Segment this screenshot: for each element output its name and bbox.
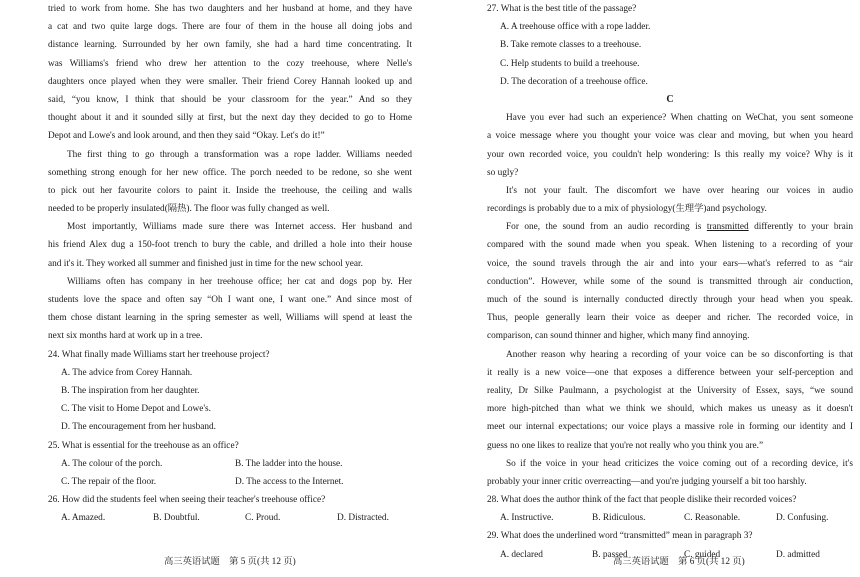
question-stem: 27. What is the best title of the passage? [487, 4, 637, 14]
paragraph [48, 146, 412, 219]
text-line: needed to be properly insulated(隔热). The floor was fully changed as well. [48, 204, 330, 215]
option-b[interactable]: B. Ridiculous. [592, 513, 646, 524]
option-b[interactable]: B. Take remote classes to a treehouse. [500, 40, 642, 51]
option-a[interactable]: A. The colour of the porch. [61, 458, 163, 469]
text-line: meet our internal expectations; our voice plays a massive role in forming our identity and I [487, 422, 853, 433]
option-row [487, 509, 853, 527]
option-c[interactable]: C. Help students to build a treehouse. [500, 58, 640, 69]
text-line: guess no one likes to realize that you're not really who you think you are.” [487, 440, 764, 451]
text-line: compared with the sound made when you speak. When listening to a recording of your [487, 240, 853, 251]
text-line: so ugly? [487, 167, 519, 178]
text-line: probably your inner critic overreacting—and you're judging yourself a bit too harshly. [487, 476, 807, 487]
right-page [487, 0, 853, 564]
option-a[interactable]: A. declared [500, 549, 543, 560]
question-stem: 29. What does the underlined word “transmitted” mean in paragraph 3? [487, 531, 753, 542]
text-line: Most importantly, Williams made sure there was Internet access. Her husband and [67, 222, 412, 233]
text-line: and it's it. They worked all summer and finished just in time for the new school year. [48, 258, 363, 269]
text-line: much of the sound is internally conducted directly through your head when you speak. [487, 295, 853, 305]
option-d[interactable]: D. The decoration of a treehouse office. [500, 76, 648, 87]
option-c[interactable]: C. The repair of the floor. [61, 476, 157, 487]
question-25 [48, 437, 412, 492]
text-line: your own recorded voice, you couldn't help wondering: Is this really my voice? Why is it [487, 149, 853, 160]
paragraph [487, 182, 853, 218]
page-footer-left: 高三英语试题 第 5 页(共 12 页) [164, 557, 296, 567]
option-a[interactable]: A. A treehouse office with a rope ladder. [500, 22, 651, 33]
text-line: students love the space and often say “Oh I want one, I want one.” And since most of [48, 295, 412, 305]
paragraph [487, 346, 853, 455]
option-b[interactable]: B. The ladder into the house. [235, 458, 343, 469]
text-line: recordings is probably due to a mix of physiology(生理学)and psychology. [487, 204, 767, 215]
text-line: The first thing to go through a transformation was a rope ladder. Williams needed [67, 149, 412, 160]
paragraph [48, 273, 412, 346]
option-d[interactable]: D. Distracted. [337, 513, 389, 524]
option-row [48, 473, 412, 491]
text-line: daughters once played when they were smaller. Their friend Corey Hannah looked up and [48, 76, 412, 87]
text-line: them chose distant learning in the spring semester as well, Williams will spend at least the [48, 313, 412, 324]
passage-b-continued [48, 0, 412, 346]
text-line: Williams often has company in her treehouse office; her cat and dogs pop by. Her [67, 276, 412, 287]
text-line: comparison, can sound thinner and higher, which many find annoying. [487, 331, 750, 342]
option-d[interactable]: D. The access to the Internet. [235, 476, 344, 487]
paragraph [487, 218, 853, 345]
text-line: next six months hard at work up in a tree. [48, 331, 203, 342]
question-24 [48, 346, 412, 437]
option-c[interactable]: C. The visit to Home Depot and Lowe's. [61, 404, 211, 415]
text-line: to pick out her favourite colors to paint it. Inside the treehouse, the ceiling and walls [48, 185, 412, 196]
option-d[interactable]: D. The encouragement from her husband. [61, 422, 216, 433]
text-line: Depot and Lowe's and look around, and then they said “Okay. Let's do it!” [48, 131, 325, 142]
option-a[interactable]: A. The advice from Corey Hannah. [61, 367, 193, 378]
paragraph [48, 218, 412, 273]
text-line: it really is a new voice—one that exposes a difference between your self-perception and [487, 367, 853, 378]
option-b[interactable]: B. passed [592, 549, 628, 560]
text-line: a cat and two quite large dogs. There are four of them in the house all doing jobs and [48, 22, 412, 33]
question-stem: 26. How did the students feel when seeing their teacher's treehouse office? [48, 495, 326, 506]
page-footer-right: 高三英语试题 第 6 页(共 12 页) [613, 557, 745, 567]
text-line: voice, the sound travels through the air and into your ears—what's referred to as “air [487, 258, 853, 269]
underlined-word: transmitted [706, 222, 749, 233]
section-heading: C [666, 93, 674, 105]
text-line: Thus, people generally learn their voice as deeper and richer. The recorded voice, in [487, 313, 853, 324]
passage-c [487, 109, 853, 491]
option-c[interactable]: C. Proud. [245, 513, 281, 524]
option-a[interactable]: A. Instructive. [500, 513, 554, 524]
option-a[interactable]: A. Amazed. [61, 513, 106, 524]
option-c[interactable]: C. guided [684, 549, 721, 560]
text-line: For one, the sound from an audio recording is transmitted differently to your brain [506, 222, 853, 233]
text-line: was Williams's friend who drew her attention to the cozy treehouse, where Nelle's [48, 58, 412, 69]
text-line: a voice message where you thought your voice was clear and moving, but when you heard [487, 131, 853, 142]
option-b[interactable]: B. Doubtful. [153, 513, 200, 524]
text-line: It's not your fault. The discomfort we have over hearing our voices in audio [506, 185, 853, 196]
left-page [48, 0, 412, 527]
text-line: So if the voice in your head criticizes the voice coming out of a recording device, it's [506, 458, 853, 469]
option-b[interactable]: B. The inspiration from her daughter. [61, 385, 200, 396]
text-line: Another reason why hearing a recording of your voice can be so disconforting is that [506, 349, 853, 360]
paragraph [487, 455, 853, 491]
paragraph [487, 109, 853, 182]
text-line: tried to work from home. She has two daughters and her husband at home, and they have [48, 4, 412, 14]
text-line: something strong enough for her new office. The porch needed to be redone, so she went [48, 167, 412, 178]
text-line: more high-pitched than what we think we should, which makes us uneasy as it doesn't [487, 404, 853, 415]
text-line: Have you ever had such an experience? When chatting on WeChat, you sent someone [506, 113, 853, 124]
text-line: distance learning. Surrounded by her own family, she had a hard time concentrating. It [48, 40, 412, 51]
question-stem: 24. What finally made Williams start her treehouse project? [48, 349, 270, 360]
question-28 [487, 491, 853, 527]
option-row [48, 509, 412, 527]
text-line: thought about it and it sounded silly at first, but the next day they decided to go to Home [48, 113, 412, 124]
option-d[interactable]: D. admitted [776, 549, 820, 560]
option-c[interactable]: C. Reasonable. [684, 513, 741, 524]
paragraph [48, 0, 412, 146]
text-line: his friend Alex dug a 150-foot trench to bury the cable, and drilled a hole into their house [48, 240, 412, 251]
option-row [48, 455, 412, 473]
option-d[interactable]: D. Confusing. [776, 513, 829, 524]
question-stem: 28. What does the author think of the fact that people dislike their recorded voices? [487, 495, 797, 506]
question-27 [487, 0, 853, 91]
text-line: reality, Dr Silke Paulmann, a psychologist at the University of Essex, says, “we sound [487, 385, 853, 396]
text-line: said, “you know, I think that should be your classroom for the year.” And so they [48, 94, 412, 105]
question-26 [48, 491, 412, 527]
question-stem: 25. What is essential for the treehouse as an office? [48, 440, 239, 451]
text-line: conduction”. However, while some of the sound is transmitted through air conduction, [487, 276, 853, 287]
